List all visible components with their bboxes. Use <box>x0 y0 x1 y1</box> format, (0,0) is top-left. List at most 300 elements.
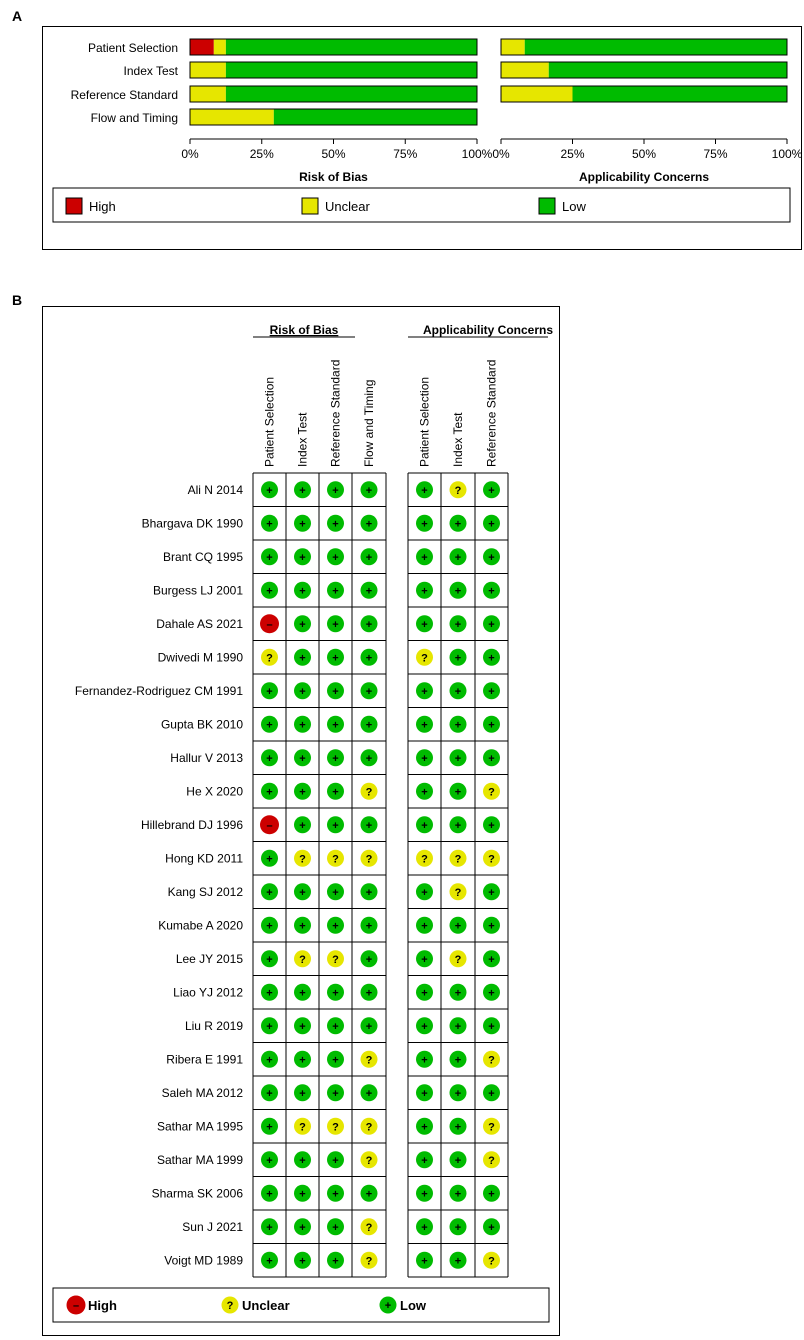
rob-cell-reference-standard <box>327 682 344 699</box>
rob-cell-patient-selection <box>261 515 278 532</box>
app-cell-patient-selection <box>416 917 433 934</box>
judgement-symbol-low: + <box>299 752 306 765</box>
study-name-gupta-bk-2010: Gupta BK 2010 <box>160 717 243 732</box>
judgement-symbol-low: + <box>332 1188 339 1201</box>
rob-cell-patient-selection <box>261 749 278 766</box>
app-col-header-index-test: Index Test <box>451 412 465 467</box>
app-cell-patient-selection <box>416 816 433 833</box>
judgement-symbol-low: + <box>421 1255 428 1268</box>
app-cell-reference-standard <box>483 481 500 498</box>
app-cell-patient-selection <box>416 850 433 867</box>
judgement-symbol-low: + <box>266 719 273 732</box>
app-x-tick-label: 25% <box>560 147 585 161</box>
rob-x-tick-label: 100% <box>461 147 493 161</box>
judgement-symbol-low: + <box>384 1300 392 1312</box>
judgement-symbol-low: + <box>266 786 273 799</box>
judgement-symbol-unclear: ? <box>488 853 495 866</box>
judgement-symbol-low: + <box>266 551 273 564</box>
judgement-symbol-low: + <box>421 551 428 564</box>
app-cell-index-test <box>450 984 467 1001</box>
judgement-symbol-low: + <box>266 1154 273 1167</box>
judgement-symbol-low: + <box>332 1255 339 1268</box>
judgement-symbol-low: + <box>454 1154 462 1167</box>
app-cell-reference-standard <box>483 984 500 1001</box>
judgement-symbol-low: + <box>421 484 428 497</box>
rob-cell-flow-and-timing <box>361 1151 378 1168</box>
judgement-symbol-low: + <box>266 1121 273 1134</box>
app-cell-index-test <box>450 917 467 934</box>
judgement-symbol-low: + <box>454 518 462 531</box>
judgement-symbol-low: + <box>488 1221 495 1234</box>
app-cell-index-test <box>450 1017 467 1034</box>
rob-col-header-index-test: Index Test <box>295 412 310 467</box>
judgement-symbol-low: + <box>332 920 339 933</box>
judgement-symbol-low: + <box>365 719 373 732</box>
rob-cell-flow-and-timing <box>361 984 378 1001</box>
rob-cell-reference-standard <box>327 1051 344 1068</box>
judgement-symbol-unclear: ? <box>332 953 339 966</box>
rob-cell-flow-and-timing <box>361 816 378 833</box>
judgement-symbol-low: + <box>454 1054 462 1067</box>
judgement-symbol-low: + <box>488 1020 495 1033</box>
judgement-symbol-low: + <box>299 1188 306 1201</box>
judgement-symbol-low: + <box>365 685 373 698</box>
rob-cell-index-test <box>294 716 311 733</box>
judgement-symbol-low: + <box>454 786 462 799</box>
judgement-symbol-low: + <box>454 618 462 631</box>
judgement-symbol-unclear: ? <box>299 953 306 966</box>
app-cell-index-test <box>450 481 467 498</box>
study-name-kang-sj-2012: Kang SJ 2012 <box>167 884 243 899</box>
judgement-symbol-low: + <box>488 987 495 1000</box>
judgement-symbol-low: + <box>454 1121 462 1134</box>
rob-cell-patient-selection <box>261 716 278 733</box>
rob-cell-flow-and-timing <box>361 649 378 666</box>
app-cell-reference-standard <box>483 917 500 934</box>
judgement-symbol-low: + <box>421 1188 428 1201</box>
judgement-symbol-low: + <box>365 618 373 631</box>
judgement-symbol-unclear: ? <box>488 1121 495 1134</box>
rob-cell-patient-selection <box>261 783 278 800</box>
judgement-symbol-low: + <box>488 585 495 598</box>
judgement-symbol-low: + <box>299 719 306 732</box>
judgement-symbol-low: + <box>365 1188 373 1201</box>
judgement-symbol-low: + <box>299 1255 306 1268</box>
judgement-symbol-unclear: ? <box>365 1255 373 1268</box>
app-x-tick-label: 100% <box>771 147 801 161</box>
judgement-symbol-unclear: ? <box>421 853 428 866</box>
app-cell-index-test <box>450 783 467 800</box>
app-cell-reference-standard <box>483 1017 500 1034</box>
rob-cell-reference-standard <box>327 716 344 733</box>
app-cell-index-test <box>450 682 467 699</box>
rob-cell-patient-selection <box>260 614 279 633</box>
app-bar-patient-selection-low <box>525 39 787 55</box>
rob-x-tick-label: 50% <box>321 147 346 161</box>
study-name-voigt-md-1989: Voigt MD 1989 <box>164 1253 243 1268</box>
rob-cell-reference-standard <box>327 1084 344 1101</box>
judgement-symbol-low: + <box>488 920 495 933</box>
rob-cell-index-test <box>294 984 311 1001</box>
app-cell-reference-standard <box>483 615 500 632</box>
rob-cell-index-test <box>294 1185 311 1202</box>
rob-cell-index-test <box>294 950 311 967</box>
app-cell-reference-standard <box>483 1151 500 1168</box>
panel-b-frame <box>42 306 560 1336</box>
judgement-symbol-low: + <box>299 585 306 598</box>
judgement-symbol-low: + <box>421 518 428 531</box>
rob-cell-index-test <box>294 1151 311 1168</box>
rob-cell-reference-standard <box>327 1151 344 1168</box>
judgement-symbol-low: + <box>421 752 428 765</box>
judgement-symbol-unclear: ? <box>488 1054 495 1067</box>
judgement-symbol-low: + <box>332 618 339 631</box>
judgement-symbol-low: + <box>332 719 339 732</box>
legend-label-high: High <box>88 1298 117 1313</box>
app-bar-index-test-unclear <box>501 62 549 78</box>
rob-cell-patient-selection <box>261 883 278 900</box>
judgement-symbol-low: + <box>266 752 273 765</box>
judgement-symbol-low: + <box>421 886 428 899</box>
rob-cell-patient-selection <box>261 582 278 599</box>
legend-box <box>53 188 790 222</box>
rob-bar-patient-selection-high <box>190 39 214 55</box>
rob-x-tick-label: 75% <box>393 147 418 161</box>
judgement-symbol-low: + <box>299 1221 306 1234</box>
app-cell-reference-standard <box>483 1051 500 1068</box>
judgement-symbol-low: + <box>421 1087 428 1100</box>
rob-col-header-patient-selection: Patient Selection <box>262 376 277 467</box>
judgement-symbol-low: + <box>488 484 495 497</box>
judgement-symbol-low: + <box>299 518 306 531</box>
judgement-symbol-low: + <box>421 618 428 631</box>
judgement-symbol-low: + <box>299 1054 306 1067</box>
judgement-symbol-low: + <box>299 685 306 698</box>
rob-bar-flow-and-timing-unclear <box>190 109 274 125</box>
app-cell-patient-selection <box>416 515 433 532</box>
app-cell-index-test <box>450 582 467 599</box>
rob-cell-reference-standard <box>327 749 344 766</box>
judgement-symbol-low: + <box>266 518 273 531</box>
rob-cell-reference-standard <box>327 1218 344 1235</box>
judgement-symbol-low: + <box>266 685 273 698</box>
panel-b-letter: B <box>12 292 23 308</box>
panel-a-letter: A <box>12 8 23 24</box>
app-cell-index-test <box>450 749 467 766</box>
app-cell-patient-selection <box>416 1218 433 1235</box>
judgement-symbol-low: + <box>299 551 306 564</box>
judgement-symbol-low: + <box>266 585 273 598</box>
judgement-symbol-low: + <box>299 1154 306 1167</box>
judgement-symbol-low: + <box>332 484 339 497</box>
app-cell-reference-standard <box>483 515 500 532</box>
app-x-tick-label: 0% <box>492 147 510 161</box>
app-cell-reference-standard <box>483 850 500 867</box>
rob-bar-index-test-unclear <box>190 62 226 78</box>
judgement-symbol-low: + <box>454 719 462 732</box>
app-cell-reference-standard <box>483 1118 500 1135</box>
judgement-symbol-low: + <box>332 551 339 564</box>
rob-cell-index-test <box>294 615 311 632</box>
rob-cell-flow-and-timing <box>361 783 378 800</box>
judgement-symbol-low: + <box>454 1221 462 1234</box>
rob-cell-reference-standard <box>327 850 344 867</box>
judgement-symbol-low: + <box>365 484 373 497</box>
app-cell-reference-standard <box>483 548 500 565</box>
judgement-symbol-low: + <box>332 518 339 531</box>
legend-label-high: High <box>89 199 116 214</box>
legend-label-low: Low <box>562 199 586 214</box>
group-title-app: Applicability Concerns <box>422 323 554 337</box>
judgement-symbol-unclear: ? <box>488 1255 495 1268</box>
judgement-symbol-low: + <box>454 1255 462 1268</box>
app-cell-index-test <box>450 649 467 666</box>
rob-cell-index-test <box>294 515 311 532</box>
judgement-symbol-unclear: ? <box>488 1154 495 1167</box>
judgement-symbol-low: + <box>332 1087 339 1100</box>
judgement-symbol-high: – <box>72 1300 80 1312</box>
judgement-symbol-low: + <box>365 953 373 966</box>
judgement-symbol-unclear: ? <box>299 1121 306 1134</box>
row-label-reference-standard: Reference Standard <box>70 88 178 102</box>
judgement-symbol-low: + <box>365 518 373 531</box>
rob-cell-reference-standard <box>327 984 344 1001</box>
legend-symbol-high <box>67 1296 86 1315</box>
app-bar-patient-selection-unclear <box>501 39 525 55</box>
rob-cell-reference-standard <box>327 1017 344 1034</box>
judgement-symbol-low: + <box>454 1087 462 1100</box>
judgement-symbol-low: + <box>266 987 273 1000</box>
judgement-symbol-low: + <box>421 719 428 732</box>
app-cell-reference-standard <box>483 682 500 699</box>
app-cell-index-test <box>450 950 467 967</box>
study-name-liu-r-2019: Liu R 2019 <box>184 1018 243 1033</box>
judgement-symbol-low: + <box>421 685 428 698</box>
judgement-symbol-low: + <box>421 987 428 1000</box>
app-col-header-reference-standard: Reference Standard <box>484 359 499 467</box>
study-name-hillebrand-dj-1996: Hillebrand DJ 1996 <box>140 817 243 832</box>
app-x-tick-label: 50% <box>631 147 657 161</box>
rob-bar-reference-standard-unclear <box>190 86 226 102</box>
rob-cell-patient-selection <box>261 649 278 666</box>
judgement-symbol-low: + <box>488 685 495 698</box>
judgement-symbol-unclear: ? <box>266 652 273 665</box>
judgement-symbol-low: + <box>488 618 495 631</box>
rob-cell-patient-selection <box>261 1218 278 1235</box>
legend-box <box>53 1288 549 1322</box>
app-x-tick-label: 75% <box>703 147 728 161</box>
app-cell-reference-standard <box>483 649 500 666</box>
judgement-symbol-low: + <box>266 920 273 933</box>
rob-cell-index-test <box>294 1084 311 1101</box>
app-cell-patient-selection <box>416 615 433 632</box>
study-name-hong-kd-2011: Hong KD 2011 <box>165 851 243 866</box>
rob-cell-flow-and-timing <box>361 749 378 766</box>
rob-cell-reference-standard <box>327 950 344 967</box>
rob-cell-index-test <box>294 1051 311 1068</box>
judgement-symbol-low: + <box>266 1221 273 1234</box>
study-name-kumabe-a-2020: Kumabe A 2020 <box>158 918 243 933</box>
rob-cell-reference-standard <box>327 548 344 565</box>
judgement-symbol-unclear: ? <box>488 786 495 799</box>
app-cell-patient-selection <box>416 1185 433 1202</box>
judgement-symbol-unclear: ? <box>454 484 462 497</box>
rob-cell-flow-and-timing <box>361 1118 378 1135</box>
rob-cell-patient-selection <box>261 1017 278 1034</box>
risk-of-bias-table <box>43 307 559 1335</box>
rob-cell-index-test <box>294 883 311 900</box>
app-cell-patient-selection <box>416 1017 433 1034</box>
row-label-index-test: Index Test <box>123 64 178 78</box>
judgement-symbol-unclear: ? <box>365 1121 373 1134</box>
app-cell-patient-selection <box>416 1084 433 1101</box>
rob-bar-flow-and-timing-low <box>274 109 477 125</box>
rob-cell-index-test <box>294 582 311 599</box>
judgement-symbol-low: + <box>266 1054 273 1067</box>
judgement-symbol-low: + <box>454 551 462 564</box>
study-name-fernandez-rodriguez-cm-1991: Fernandez-Rodriguez CM 1991 <box>74 683 243 698</box>
judgement-symbol-low: + <box>488 953 495 966</box>
judgement-symbol-unclear: ? <box>332 853 339 866</box>
app-cell-patient-selection <box>416 1252 433 1269</box>
rob-x-tick-label: 0% <box>181 147 199 161</box>
judgement-symbol-low: + <box>454 652 462 665</box>
rob-x-tick-label: 25% <box>249 147 274 161</box>
app-cell-index-test <box>450 1185 467 1202</box>
judgement-symbol-unclear: ? <box>365 786 373 799</box>
app-cell-patient-selection <box>416 950 433 967</box>
judgement-symbol-unclear: ? <box>454 886 462 899</box>
app-cell-index-test <box>450 1118 467 1135</box>
judgement-symbol-low: + <box>299 819 306 832</box>
rob-cell-patient-selection <box>261 1051 278 1068</box>
rob-bar-patient-selection-unclear <box>214 39 226 55</box>
rob-cell-flow-and-timing <box>361 1017 378 1034</box>
rob-cell-reference-standard <box>327 816 344 833</box>
judgement-symbol-low: + <box>365 1087 373 1100</box>
legend-swatch-unclear <box>302 198 318 214</box>
rob-cell-patient-selection <box>261 1151 278 1168</box>
judgement-symbol-low: + <box>454 819 462 832</box>
app-cell-index-test <box>450 1218 467 1235</box>
legend-symbol-unclear <box>222 1297 239 1314</box>
judgement-symbol-low: + <box>299 987 306 1000</box>
judgement-symbol-low: + <box>454 752 462 765</box>
judgement-symbol-unclear: ? <box>365 1221 373 1234</box>
study-name-burgess-lj-2001: Burgess LJ 2001 <box>152 583 243 598</box>
judgement-symbol-low: + <box>421 1121 428 1134</box>
app-cell-reference-standard <box>483 950 500 967</box>
rob-cell-reference-standard <box>327 481 344 498</box>
rob-cell-reference-standard <box>327 582 344 599</box>
rob-cell-flow-and-timing <box>361 682 378 699</box>
app-bar-index-test-low <box>549 62 787 78</box>
app-cell-patient-selection <box>416 1051 433 1068</box>
judgement-symbol-low: + <box>266 953 273 966</box>
legend-label-unclear: Unclear <box>242 1298 290 1313</box>
app-bar-reference-standard-low <box>573 86 788 102</box>
study-name-brant-cq-1995: Brant CQ 1995 <box>162 549 243 564</box>
rob-cell-flow-and-timing <box>361 950 378 967</box>
rob-cell-flow-and-timing <box>361 883 378 900</box>
row-label-flow-and-timing: Flow and Timing <box>90 111 178 125</box>
judgement-symbol-low: + <box>454 1020 462 1033</box>
app-bar-reference-standard-unclear <box>501 86 573 102</box>
rob-cell-index-test <box>294 481 311 498</box>
judgement-symbol-low: + <box>332 752 339 765</box>
judgement-symbol-low: + <box>365 987 373 1000</box>
judgement-symbol-low: + <box>421 819 428 832</box>
row-label-patient-selection: Patient Selection <box>87 41 178 55</box>
rob-cell-reference-standard <box>327 649 344 666</box>
judgement-symbol-low: + <box>421 920 428 933</box>
judgement-symbol-unclear: ? <box>332 1121 339 1134</box>
rob-cell-index-test <box>294 816 311 833</box>
rob-cell-flow-and-timing <box>361 1218 378 1235</box>
judgement-symbol-low: + <box>421 585 428 598</box>
rob-cell-patient-selection <box>261 1185 278 1202</box>
judgement-symbol-low: + <box>266 1087 273 1100</box>
app-cell-patient-selection <box>416 1118 433 1135</box>
app-cell-index-test <box>450 615 467 632</box>
rob-cell-index-test <box>294 1218 311 1235</box>
rob-cell-patient-selection <box>261 850 278 867</box>
judgement-symbol-high: – <box>266 618 273 631</box>
judgement-symbol-low: + <box>299 1087 306 1100</box>
legend-label-unclear: Unclear <box>325 199 370 214</box>
judgement-symbol-unclear: ? <box>365 1154 373 1167</box>
legend-swatch-high <box>66 198 82 214</box>
judgement-symbol-low: + <box>332 1221 339 1234</box>
judgement-symbol-low: + <box>454 685 462 698</box>
summary-bar-chart <box>43 27 801 249</box>
study-name-sun-j-2021: Sun J 2021 <box>182 1219 243 1234</box>
rob-cell-flow-and-timing <box>361 481 378 498</box>
app-cell-index-test <box>450 1151 467 1168</box>
app-cell-index-test <box>450 1252 467 1269</box>
app-cell-index-test <box>450 816 467 833</box>
judgement-symbol-low: + <box>266 484 273 497</box>
app-cell-reference-standard <box>483 716 500 733</box>
judgement-symbol-low: + <box>454 1188 462 1201</box>
study-name-sathar-ma-1999: Sathar MA 1999 <box>156 1152 243 1167</box>
rob-cell-flow-and-timing <box>361 1051 378 1068</box>
study-name-sharma-sk-2006: Sharma SK 2006 <box>151 1186 243 1201</box>
judgement-symbol-low: + <box>332 819 339 832</box>
rob-cell-flow-and-timing <box>361 1185 378 1202</box>
legend-swatch-low <box>539 198 555 214</box>
judgement-symbol-low: + <box>299 484 306 497</box>
judgement-symbol-low: + <box>266 1188 273 1201</box>
judgement-symbol-unclear: ? <box>226 1300 234 1312</box>
rob-cell-flow-and-timing <box>361 1252 378 1269</box>
rob-cell-reference-standard <box>327 1252 344 1269</box>
app-cell-patient-selection <box>416 1151 433 1168</box>
legend-symbol-low <box>380 1297 397 1314</box>
study-name-dwivedi-m-1990: Dwivedi M 1990 <box>157 650 243 665</box>
rob-cell-index-test <box>294 783 311 800</box>
judgement-symbol-low: + <box>266 886 273 899</box>
rob-cell-patient-selection <box>261 548 278 565</box>
judgement-symbol-low: + <box>299 1020 306 1033</box>
rob-bar-patient-selection-low <box>226 39 477 55</box>
rob-cell-reference-standard <box>327 917 344 934</box>
study-name-bhargava-dk-1990: Bhargava DK 1990 <box>141 516 243 531</box>
judgement-symbol-low: + <box>299 920 306 933</box>
rob-cell-patient-selection <box>260 815 279 834</box>
app-cell-reference-standard <box>483 816 500 833</box>
judgement-symbol-low: + <box>332 1020 339 1033</box>
